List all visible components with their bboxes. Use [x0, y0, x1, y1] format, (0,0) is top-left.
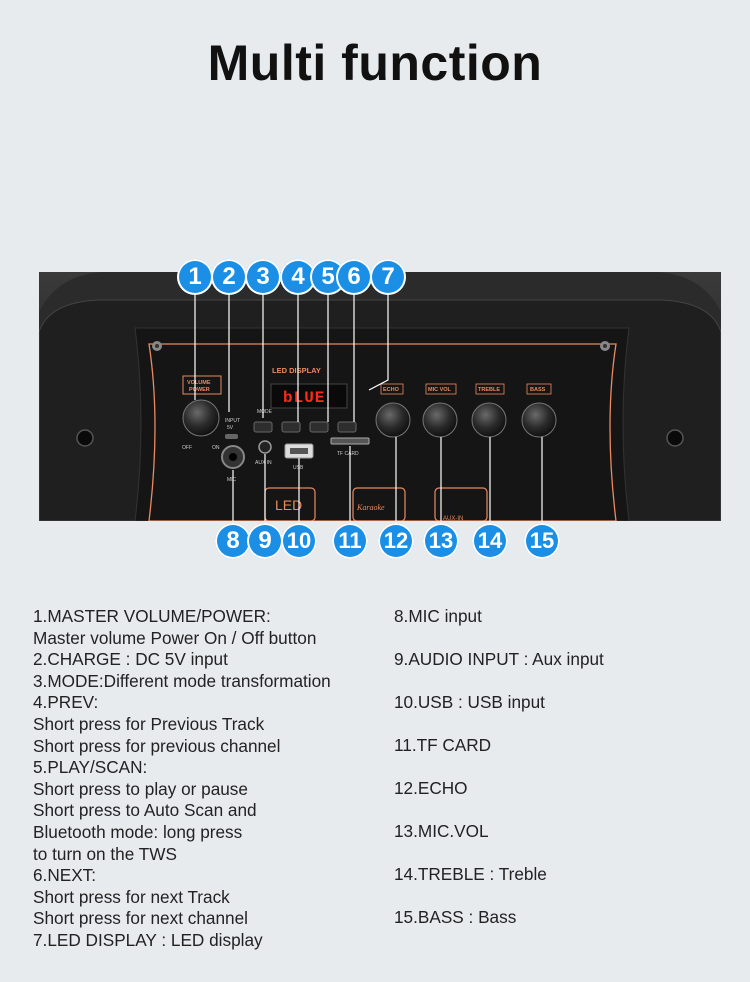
aux-logo: AUX-IN	[443, 516, 464, 521]
treble-label: TREBLE	[478, 387, 500, 393]
feature-line: to turn on the TWS	[33, 843, 177, 864]
feature-line: 1.MASTER VOLUME/POWER:	[33, 606, 271, 626]
callout-badge-10: 10	[281, 523, 317, 559]
karaoke-logo: Karaoke	[357, 503, 385, 512]
feature-line: 3.MODE:Different mode transformation	[33, 670, 331, 691]
tf-card-label: TF CARD	[337, 451, 359, 457]
feature-line: 10.USB : USB input	[394, 691, 545, 712]
mode-label: MODE	[257, 409, 272, 415]
volume-power-knob[interactable]	[183, 400, 219, 436]
feature-line: 2.CHARGE : DC 5V input	[33, 649, 228, 670]
callout-badge-13: 13	[423, 523, 459, 559]
feature-line: Bluetooth mode: long press	[33, 821, 243, 842]
callout-badge-1: 1	[177, 259, 213, 295]
callout-badge-3: 3	[245, 259, 281, 295]
feature-list-left	[33, 606, 393, 952]
led-display-label: LED DISPLAY	[272, 366, 321, 375]
feature-line: Short press for next channel	[33, 908, 248, 929]
feature-line: 8.MIC input	[394, 606, 482, 626]
page-title: Multi function	[207, 35, 543, 91]
led-logo: LED	[275, 497, 303, 513]
echo-knob[interactable]	[376, 403, 410, 437]
feature-line: Short press to Auto Scan and	[33, 800, 257, 821]
feature-line: Short press to play or pause	[33, 778, 248, 799]
dc-label: 5V	[227, 425, 234, 431]
feature-line: 9.AUDIO INPUT : Aux input	[394, 648, 604, 669]
callout-badge-2: 2	[211, 259, 247, 295]
treble-knob[interactable]	[472, 403, 506, 437]
feature-line: Short press for previous channel	[33, 735, 281, 756]
bass-label: BASS	[530, 387, 546, 393]
echo-label: ECHO	[383, 387, 399, 393]
callout-badge-5: 5	[310, 259, 346, 295]
mic-label: MIC	[227, 477, 237, 483]
feature-line: 4.PREV:	[33, 692, 99, 713]
volume-label: VOLUME	[187, 380, 211, 386]
speaker-panel-photo	[39, 272, 721, 521]
feature-line: Master volume Power On / Off button	[33, 627, 317, 648]
next-button[interactable]	[338, 422, 356, 432]
callout-badge-8: 8	[215, 523, 251, 559]
power-label: POWER	[189, 387, 210, 393]
led-readout: bLUE	[283, 389, 326, 407]
aux-in-label: AUX IN	[255, 460, 272, 466]
off-label: OFF	[182, 445, 192, 451]
prev-button[interactable]	[282, 422, 300, 432]
dc-charge-port[interactable]	[225, 434, 238, 439]
on-label: ON	[212, 445, 220, 451]
feature-line: 12.ECHO	[394, 777, 468, 798]
play-scan-button[interactable]	[310, 422, 328, 432]
feature-line: 15.BASS : Bass	[394, 906, 517, 927]
callout-badge-4: 4	[280, 259, 316, 295]
feature-line: Short press for Previous Track	[33, 713, 265, 734]
feature-line: 14.TREBLE : Treble	[394, 863, 547, 884]
callout-badge-6: 6	[336, 259, 372, 295]
feature-line: 13.MIC.VOL	[394, 820, 489, 841]
tf-card-slot[interactable]	[331, 438, 369, 444]
callout-badge-7: 7	[370, 259, 406, 295]
feature-line: 6.NEXT:	[33, 865, 97, 886]
callout-badge-12: 12	[378, 523, 414, 559]
aux-in-jack[interactable]	[259, 441, 271, 453]
bass-knob[interactable]	[522, 403, 556, 437]
callout-badge-9: 9	[247, 523, 283, 559]
callout-badge-11: 11	[332, 523, 368, 559]
feature-list-right	[394, 606, 734, 950]
usb-label: USB	[293, 465, 304, 471]
feature-line: 11.TF CARD	[394, 734, 492, 755]
callout-badge-14: 14	[472, 523, 508, 559]
callout-badge-15: 15	[524, 523, 560, 559]
feature-line: 7.LED DISPLAY : LED display	[33, 929, 263, 950]
feature-line: 5.PLAY/SCAN:	[33, 757, 148, 778]
feature-line: Short press for next Track	[33, 886, 230, 907]
mic-vol-knob[interactable]	[423, 403, 457, 437]
mode-button[interactable]	[254, 422, 272, 432]
input-label: INPUT	[225, 418, 240, 424]
mic-vol-label: MIC VOL	[428, 387, 451, 393]
